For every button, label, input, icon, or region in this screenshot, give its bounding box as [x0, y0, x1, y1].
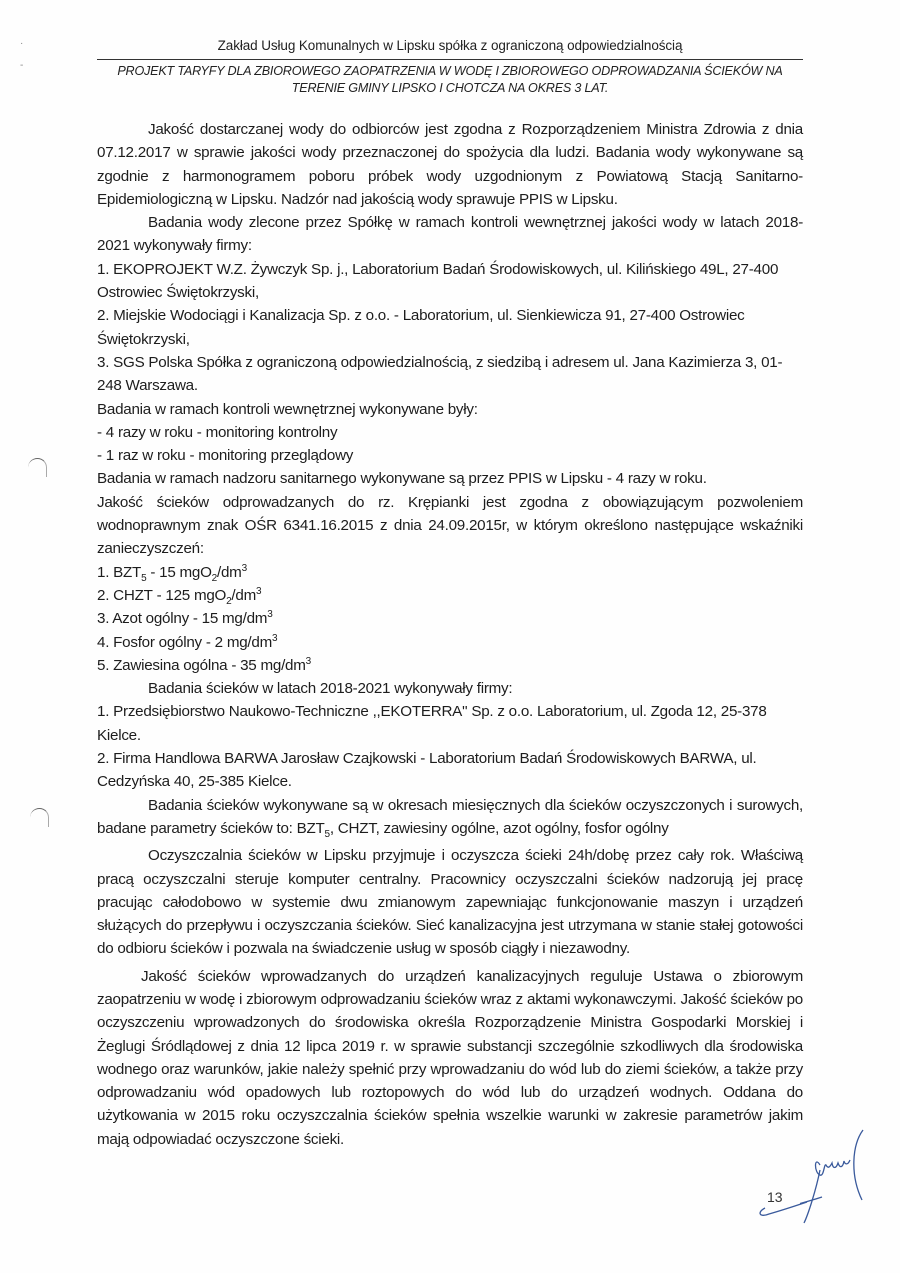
- document-title: [95, 63, 805, 97]
- list-item: - 4 razy w roku - monitoring kontrolny: [97, 423, 338, 441]
- document-body: [97, 118, 803, 1151]
- margin-dot: ·: [20, 38, 24, 49]
- paragraph-water-quality: Jakość dostarczanej wody do odbiorców jest zgodna z Rozporządzeniem Ministra Zdrowia z dnia 07.12.2017 w sprawie jakości wody przeznaczonej do spożycia dla ludzi. Badania wody wykonywane są zgodnie z harmonogramem poboru próbek wody uzgodnionym z Powiatową Stacją Sanitarno-Epidemiologiczną w Lipsku. Nadzór nad jakością wody sprawuje PPIS w Lipsku.: [97, 121, 803, 208]
- internal-control-intro: Badania w ramach kontroli wewnętrznej wykonywane były:: [97, 400, 478, 418]
- indicator-item: 2. CHZT - 125 $mgO_2/dm^3$: [97, 585, 262, 607]
- list-item: 1. Przedsiębiorstwo Naukowo-Techniczne ,,EKOTERRA'' Sp. z o.o. Laboratorium, ul. Zgoda 12, 25-378 Kielce.: [97, 703, 767, 744]
- paragraph-sewage-testing: Badania ścieków w latach 2018-2021 wykonywały firmy:: [148, 680, 513, 698]
- sewage-labs-list: [97, 700, 803, 793]
- indicator-item: 5. Zawiesina ogólna - 35 $mg/dm^3$: [97, 655, 311, 674]
- paragraph-sewage-parameters: Badania ścieków wykonywane są w okresach miesięcznych dla ścieków oczyszczonych i surowych, badane parametry ścieków to: $BZT_5$, CHZT, zawiesiny ogólne, azot ogólny, fosfor ogólny: [97, 796, 803, 840]
- signature-underline-icon: [755, 1190, 815, 1230]
- punch-hole-mark: [30, 808, 49, 827]
- paragraph-sewage-quality: Jakość ścieków odprowadzanych do rz. Krępianki jest zgodna z obowiązującym pozwoleniem wodnoprawnym znak OŚR 6341.16.2015 z dnia 24.09.2015r, w którym określono następujące wskaźniki zanieczyszczeń:: [97, 493, 803, 558]
- header-divider: [97, 59, 803, 60]
- pollution-indicators-list: [97, 561, 803, 677]
- page-number: 13: [767, 1189, 783, 1205]
- title-line-2: TERENIE GMINY LIPSKO I CHOTCZA NA OKRES 3 LAT.: [291, 81, 609, 95]
- title-line-1: PROJEKT TARYFY DLA ZBIOROWEGO ZAOPATRZENIA W WODĘ I ZBIOROWEGO ODPROWADZANIA ŚCIEKÓW NA: [117, 64, 783, 78]
- paragraph-water-testing: Badania wody zlecone przez Spółkę w ramach kontroli wewnętrznej jakości wody w latach 2018-2021 wykonywały firmy:: [97, 214, 803, 255]
- list-item: 2. Firma Handlowa BARWA Jarosław Czajkowski - Laboratorium Badań Środowiskowych BARWA, ul. Cedzyńska 40, 25-385 Kielce.: [97, 750, 757, 791]
- margin-dash: -: [20, 60, 24, 71]
- water-labs-list: [97, 258, 803, 398]
- list-item: - 1 raz w roku - monitoring przeglądowy: [97, 447, 354, 465]
- sanitary-supervision: Badania w ramach nadzoru sanitarnego wykonywane są przez PPIS w Lipsku - 4 razy w roku.: [97, 470, 707, 488]
- indicator-item: 3. Azot ogólny - 15 $mg/dm^3$: [97, 609, 273, 628]
- company-header: Zakład Usług Komunalnych w Lipsku spółka z ograniczoną odpowiedzialnością: [217, 38, 683, 53]
- paragraph-treatment-plant: Oczyszczalnia ścieków w Lipsku przyjmuje i oczyszcza ścieki 24h/dobę przez cały rok. Właściwą pracą oczyszczalni steruje komputer centralny. Pracownicy oczyszczalni ścieków nadzorują jej pracę pracując całodobowo w systemie dwu zmianowym zapewniając funkcjonowanie maszyn i urządzeń służących do przepływu i oczyszczania ścieków. Sieć kanalizacyjna jest utrzymana w stanie stałej gotowości do odbioru ścieków i pozwala na świadczenie usług w sposób ciągły i niezawodny.: [97, 847, 803, 958]
- list-item: 3. SGS Polska Spółka z ograniczoną odpowiedzialnością, z siedzibą i adresem ul. Jana Kazimierza 3, 01-248 Warszawa.: [97, 353, 783, 395]
- list-item: 1. EKOPROJEKT W.Z. Żywczyk Sp. j., Laboratorium Badań Środowiskowych, ul. Kilińskiego 49L, 27-400 Ostrowiec Świętokrzyski,: [97, 260, 779, 302]
- indicator-item: 1. $BZT_5 - 15$ $mgO_2/dm^3$: [97, 562, 247, 584]
- paragraph-regulations: Jakość ścieków wprowadzanych do urządzeń kanalizacyjnych reguluje Ustawa o zbiorowym zaopatrzeniu w wodę i zbiorowym odprowadzaniu ścieków wraz z aktami wykonawczymi. Jakość ścieków po oczyszczeniu wprowadzonych do środowiska określa Rozporządzenie Ministra Gospodarki Morskiej i Żeglugi Śródlądowej z dnia 12 lipca 2019 r. w sprawie substancji szczególnie szkodliwych dla środowiska wodnego oraz warunków, jakie należy spełnić przy wprowadzaniu do wód lub do ziemi ścieków, a także przy odprowadzaniu wód opadowych lub roztopowych do wód lub do urządzeń wodnych. Oddana do użytkowania w 2015 roku oczyszczalnia ścieków spełnia wszelkie warunki w zakresie parametrów jakim mają odpowiadać oczyszczone ścieki.: [97, 967, 803, 1148]
- list-item: 2. Miejskie Wodociągi i Kanalizacja Sp. z o.o. - Laboratorium, ul. Sienkiewicza 91, 27-400 Ostrowiec Świętokrzyski,: [97, 307, 745, 348]
- indicator-item: 4. Fosfor ogólny - 2 $mg/dm^3$: [97, 632, 278, 651]
- punch-hole-mark: [28, 458, 47, 477]
